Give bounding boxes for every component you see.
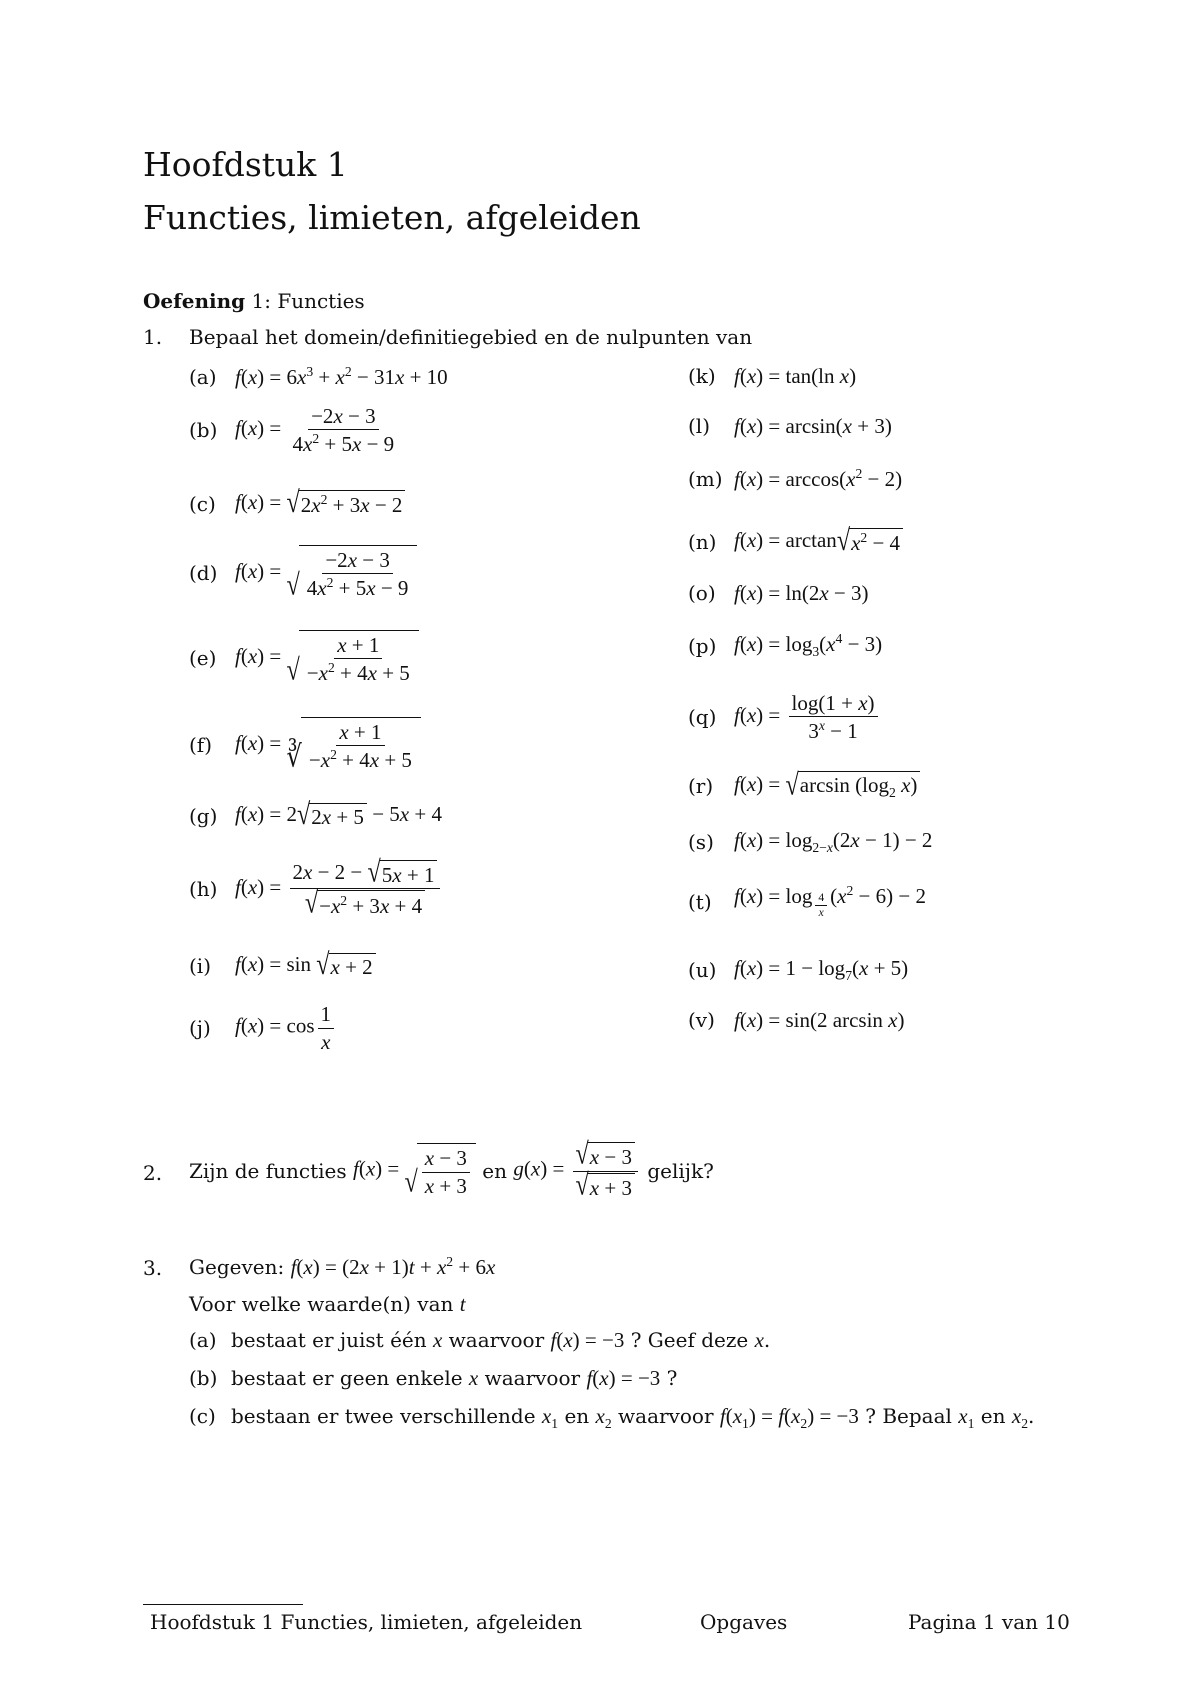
item-label: (p) <box>688 634 717 658</box>
item-f <box>189 719 421 775</box>
question-1-text: Bepaal het domein/definitiegebied en de nulpunten van <box>189 325 753 349</box>
formula-g: g(x) = √ x − 3 √ x + 3 <box>513 1141 641 1201</box>
variable-t: t <box>459 1292 466 1316</box>
formula: f(x) = √ $\frac{-2x - 3}{4x^2 + 5x - 9}$ <box>235 545 417 602</box>
formula: $f(x) = (2x + 1)t + x^2 + 6x$ <box>290 1254 496 1279</box>
item-label: (c) <box>189 492 216 516</box>
item-l <box>688 406 892 446</box>
formula: f(x) = √ $\arcsin (\log_2$ x) <box>734 771 920 801</box>
chapter-title: Functies, limieten, afgeleiden <box>143 198 641 237</box>
exercise-heading-bold: Oefening <box>143 289 246 313</box>
question-3-number: 3. <box>143 1256 163 1280</box>
item-label: (s) <box>688 830 714 854</box>
footer-left: Hoofdstuk 1 Functies, limieten, afgeleiden <box>150 1610 583 1634</box>
question-2-middle: en <box>482 1159 508 1183</box>
text: ? Geef deze <box>630 1328 749 1352</box>
item-label: (b) <box>189 418 218 442</box>
formula: f(x) = ln(2x − 3) <box>734 580 869 605</box>
item-b <box>189 403 400 456</box>
formula: f(x) = 2 √ 2x + 5 − 5x + 4 <box>235 797 442 831</box>
item-label: (f) <box>189 733 213 757</box>
question-3a: (a) bestaat er juist één x waarvoor f(x) = −3 ? Geef deze x. <box>189 1328 771 1352</box>
exercise-heading-rest: 1: Functies <box>245 289 365 313</box>
formula: f(x) = sin(2 arcsin x) <box>734 1007 905 1032</box>
text: waarvoor <box>484 1366 581 1390</box>
text: bestaat er geen enkele <box>231 1366 463 1390</box>
item-label: (i) <box>189 954 212 978</box>
item-label: (q) <box>688 705 717 729</box>
given-label: Gegeven: <box>189 1255 285 1279</box>
question-1-number: 1. <box>143 325 163 349</box>
item-d <box>189 547 417 603</box>
text: waarvoor <box>448 1328 545 1352</box>
item-label: (r) <box>688 774 714 798</box>
formula: $f(x) = 1 - \log_7(x + 5)$ <box>734 955 909 984</box>
formula: f(x) = arcsin(x + 3) <box>734 413 892 438</box>
text: bestaan er twee verschillende <box>231 1404 536 1428</box>
item-a <box>189 357 448 397</box>
formula: f(x) = $\frac{-2x - 3}{4x^2 + 5x - 9}$ <box>235 403 395 456</box>
formula: f(x) = 2x − 2 − √ 5x + 1 √ $-x^2 + 3x + 4$ <box>235 859 443 919</box>
text: ? Bepaal <box>865 1404 952 1428</box>
formula: f(x) = √ $\frac{x + 1}{-x^2 + 4x + 5}$ <box>235 630 419 687</box>
formula: f(x) = cos $\frac{1}{x}$ <box>235 1001 337 1055</box>
item-i <box>189 946 376 986</box>
item-q <box>688 690 881 743</box>
item-label: (t) <box>688 890 712 914</box>
item-t <box>688 882 926 922</box>
question-3-given <box>189 1254 495 1280</box>
item-c <box>189 484 405 524</box>
item-label: (e) <box>189 646 217 670</box>
text: en <box>980 1404 1006 1428</box>
item-label: (j) <box>189 1016 211 1040</box>
item-label: (h) <box>189 877 218 901</box>
item-label: (b) <box>189 1366 218 1390</box>
formula: $f(x) = \log_{2-x}(2x - 1) - 2$ <box>734 827 933 856</box>
question-2-number: 2. <box>143 1161 163 1185</box>
item-label: (l) <box>688 414 711 438</box>
formula: $f(x) = 6x^3 + x^2 - 31x + 10$ <box>235 364 448 389</box>
item-m <box>688 459 902 499</box>
formula: f(x) = √ $2x^2 + 3x - 2$ <box>235 490 405 518</box>
formula-f: f(x) = √ $\frac{x - 3}{x + 3}$ <box>353 1143 476 1199</box>
text: ? <box>666 1366 678 1390</box>
footer-rule <box>143 1604 303 1605</box>
footer-right: Pagina 1 van 10 <box>908 1610 1070 1634</box>
item-v <box>688 1000 904 1040</box>
question-3-prompt <box>189 1292 466 1317</box>
text: en <box>564 1404 590 1428</box>
item-s <box>688 822 932 862</box>
item-n <box>688 522 903 562</box>
question-2-prefix: Zijn de functies <box>189 1159 347 1183</box>
text: bestaat er juist één <box>231 1328 427 1352</box>
item-label: (v) <box>688 1008 715 1032</box>
formula: $f(x) = \log_3(x^4 - 3)$ <box>734 631 883 660</box>
item-r <box>688 766 920 806</box>
formula: f(x) = arctan √ $x^2 - 4$ <box>734 528 903 556</box>
item-e <box>189 632 419 688</box>
item-h <box>189 855 443 921</box>
formula: f(x) = $\frac{\log(1 + x)}{3^x - 1}$ <box>734 690 881 745</box>
text: waarvoor <box>618 1404 714 1428</box>
question-3c: (c) bestaan er twee verschillende $x_1$ en $x_2$ waarvoor $f(x_1) = f(x_2) = -3$ ? Bepaal $x_1$ en $x_2$. <box>189 1404 1035 1432</box>
item-k <box>688 356 856 396</box>
formula: f(x) = log $_{\frac{4}{x}}$ $(x^2 - 6) - 2$ <box>734 883 926 920</box>
question-2-suffix: gelijk? <box>647 1159 714 1183</box>
item-label: (m) <box>688 467 723 491</box>
formula: f(x) = tan(ln x) <box>734 363 857 388</box>
formula: $f(x) = \arccos(x^2 - 2)$ <box>734 466 903 491</box>
item-label: (g) <box>189 804 218 828</box>
item-o <box>688 573 869 613</box>
footer-middle: Opgaves <box>700 1610 788 1634</box>
item-p <box>688 626 882 666</box>
item-label: (u) <box>688 958 717 982</box>
question-2 <box>189 1137 714 1202</box>
formula: f(x) = sin √ x + 2 <box>235 952 376 980</box>
question-text: Voor welke waarde(n) van <box>189 1292 454 1316</box>
item-u <box>688 950 908 990</box>
item-label: (a) <box>189 365 217 389</box>
item-label: (o) <box>688 581 716 605</box>
chapter-label: Hoofdstuk 1 <box>143 145 348 184</box>
item-label: (c) <box>189 1404 216 1428</box>
item-label: (n) <box>688 530 717 554</box>
item-j <box>189 1002 337 1054</box>
question-3b: (b) bestaat er geen enkele x waarvoor f(x) = −3 ? <box>189 1366 678 1390</box>
formula: f(x) = ∛ $\frac{x + 1}{-x^2 + 4x + 5}$ <box>235 717 421 774</box>
item-label: (d) <box>189 561 218 585</box>
item-label: (a) <box>189 1328 217 1352</box>
item-g <box>189 796 442 836</box>
item-label: (k) <box>688 364 716 388</box>
exercise-heading <box>143 289 365 313</box>
